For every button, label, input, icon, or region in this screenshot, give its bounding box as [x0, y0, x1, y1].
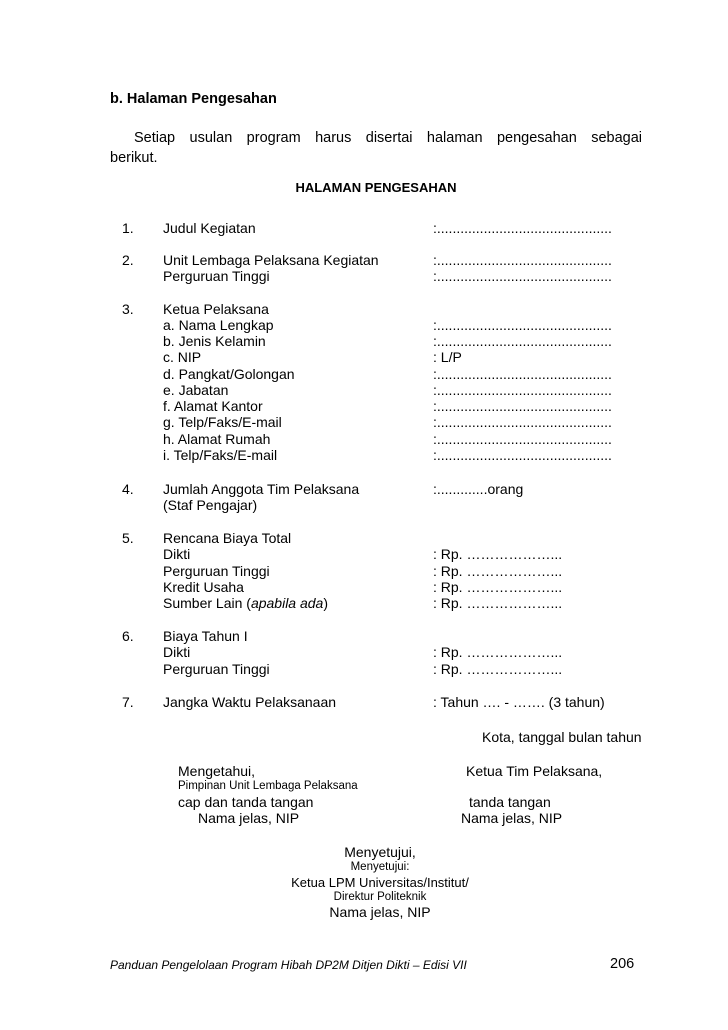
item-sub-value: :.............................................: [433, 317, 612, 333]
item-number: 7.: [122, 694, 134, 710]
label-text: ): [323, 595, 329, 611]
page-number: 206: [610, 956, 635, 972]
item-sub-value: :.............................................: [433, 333, 612, 349]
item-sub-value: : L/P: [433, 349, 462, 365]
footer-text: Panduan Pengelolaan Program Hibah DP2M Ditjen Dikti – Edisi VII: [110, 958, 467, 972]
item-sub-label: b. Jenis Kelamin: [163, 333, 266, 349]
item-sub-label: (Staf Pengajar): [163, 497, 258, 513]
item-sub-label: Perguruan Tinggi: [163, 563, 270, 579]
item-number: 4.: [122, 481, 134, 497]
right-sign-title: Ketua Tim Pelaksana,: [466, 763, 603, 779]
item-label: Jangka Waktu Pelaksanaan: [163, 694, 337, 710]
form-title: HALAMAN PENGESAHAN: [295, 180, 457, 195]
item-sub-label: i. Telp/Faks/E-mail: [163, 447, 278, 463]
item-number: 5.: [122, 530, 134, 546]
intro-word: program: [246, 130, 301, 146]
intro-word: sebagai: [591, 130, 642, 146]
section-heading: b. Halaman Pengesahan: [110, 91, 277, 107]
intro-paragraph: [110, 128, 642, 168]
label-italic-text: apabila ada: [250, 595, 324, 611]
intro-line-1: [110, 128, 642, 148]
item-value: :.............................................: [433, 220, 612, 236]
item-label: Jumlah Anggota Tim Pelaksana: [163, 481, 360, 497]
item-sub-label: e. Jabatan: [163, 382, 229, 398]
item-label: Judul Kegiatan: [163, 220, 256, 236]
right-sign-name: Nama jelas, NIP: [461, 810, 563, 826]
item-sub-label: d. Pangkat/Golongan: [163, 366, 295, 382]
right-sign-instruction: tanda tangan: [469, 794, 551, 810]
item-sub-value: : Rp. ………………...: [433, 563, 563, 579]
item-sub-label: Kredit Usaha: [163, 579, 244, 595]
intro-word: harus: [315, 130, 352, 146]
intro-word: pengesahan: [496, 130, 577, 146]
center-sign-line-2: Direktur Politeknik: [333, 891, 427, 903]
item-number: 6.: [122, 628, 134, 644]
label-text: Sumber Lain (: [163, 595, 251, 611]
place-date: Kota, tanggal bulan tahun: [482, 729, 642, 745]
item-sub-label: Perguruan Tinggi: [163, 661, 270, 677]
item-sub-value: : Rp. ………………...: [433, 644, 563, 660]
intro-word: halaman: [426, 130, 483, 146]
center-sign-title: Menyetujui,: [344, 844, 416, 860]
left-sign-name: Nama jelas, NIP: [198, 810, 300, 826]
item-sub-label: Perguruan Tinggi: [163, 268, 270, 284]
item-value: :.............orang: [433, 481, 524, 497]
intro-word: disertai: [365, 130, 413, 146]
left-sign-title: Mengetahui,: [178, 763, 256, 779]
item-sub-label: Dikti: [163, 644, 191, 660]
item-label: Biaya Tahun I: [163, 628, 248, 644]
item-label: Rencana Biaya Total: [163, 530, 292, 546]
intro-line-2: berikut.: [110, 150, 158, 166]
item-value: :.............................................: [433, 252, 612, 268]
item-sub-value: :.............................................: [433, 382, 612, 398]
item-sub-label: f. Alamat Kantor: [163, 398, 263, 414]
item-number: 1.: [122, 220, 134, 236]
item-sub-label: [163, 595, 328, 611]
item-sub-value: :.............................................: [433, 414, 612, 430]
item-sub-value: :.............................................: [433, 431, 612, 447]
center-sign-subtitle: Menyetujui:: [350, 861, 410, 873]
item-sub-label: Dikti: [163, 546, 191, 562]
item-sub-value: :.............................................: [433, 447, 612, 463]
intro-word: usulan: [189, 130, 233, 146]
item-sub-value: :.............................................: [433, 398, 612, 414]
item-sub-value: :.............................................: [433, 366, 612, 382]
center-sign-line-1: Ketua LPM Universitas/Institut/: [291, 875, 469, 890]
left-sign-subtitle: Pimpinan Unit Lembaga Pelaksana: [178, 780, 358, 792]
center-sign-name: Nama jelas, NIP: [329, 904, 431, 920]
left-sign-instruction: cap dan tanda tangan: [178, 794, 314, 810]
item-number: 2.: [122, 252, 134, 268]
item-sub-label: c. NIP: [163, 349, 202, 365]
item-sub-label: a. Nama Lengkap: [163, 317, 274, 333]
item-sub-label: g. Telp/Faks/E-mail: [163, 414, 282, 430]
intro-word: Setiap: [134, 130, 176, 146]
item-sub-value: :.............................................: [433, 268, 612, 284]
item-label: Unit Lembaga Pelaksana Kegiatan: [163, 252, 379, 268]
item-label: Ketua Pelaksana: [163, 301, 269, 317]
item-sub-value: : Rp. ………………...: [433, 595, 563, 611]
item-sub-value: : Rp. ………………...: [433, 579, 563, 595]
item-sub-value: : Rp. ………………...: [433, 661, 563, 677]
item-number: 3.: [122, 301, 134, 317]
item-sub-label: h. Alamat Rumah: [163, 431, 271, 447]
item-value: : Tahun …. - ……. (3 tahun): [433, 694, 605, 710]
item-sub-value: : Rp. ………………...: [433, 546, 563, 562]
